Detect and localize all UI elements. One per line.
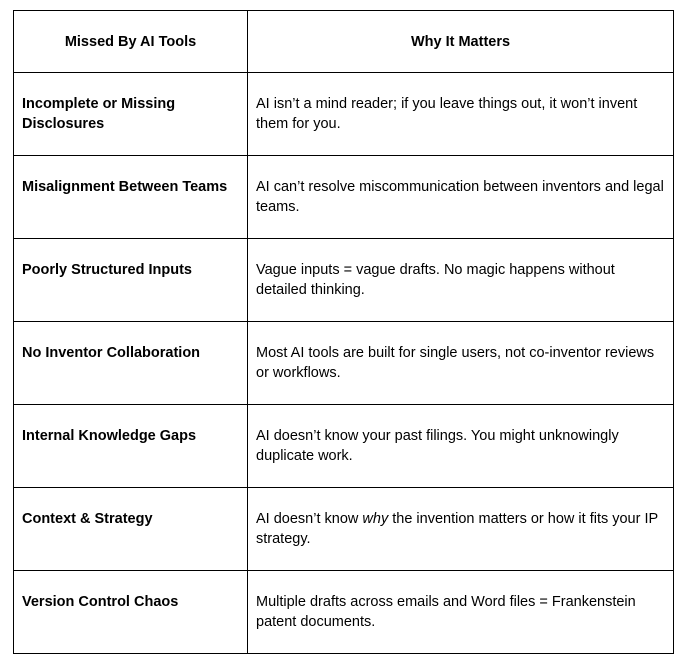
why-cell: Vague inputs = vague drafts. No magic happens without detailed thinking.: [248, 239, 674, 322]
why-cell: Most AI tools are built for single users, not co-inventor reviews or workflows.: [248, 322, 674, 405]
issue-cell: Poorly Structured Inputs: [14, 239, 248, 322]
issue-cell: Misalignment Between Teams: [14, 156, 248, 239]
table-row: [14, 239, 674, 322]
why-cell: [248, 488, 674, 571]
issue-cell: Incomplete or Missing Disclosures: [14, 73, 248, 156]
table-row: [14, 156, 674, 239]
ai-limitations-table: [13, 10, 674, 654]
table-row: [14, 322, 674, 405]
header-missed-by-ai-tools: Missed By AI Tools: [14, 11, 248, 73]
issue-cell: Internal Knowledge Gaps: [14, 405, 248, 488]
why-text-end: the invention matters or how it fits your IP strategy.: [256, 511, 658, 547]
issue-cell: No Inventor Collaboration: [14, 322, 248, 405]
table-row: [14, 405, 674, 488]
why-text-start: AI doesn’t know: [256, 511, 363, 527]
why-cell: AI doesn’t know your past filings. You might unknowingly duplicate work.: [248, 405, 674, 488]
why-cell: AI can’t resolve miscommunication between inventors and legal teams.: [248, 156, 674, 239]
header-row: [14, 11, 674, 73]
issue-cell: Context & Strategy: [14, 488, 248, 571]
why-cell: AI isn’t a mind reader; if you leave things out, it won’t invent them for you.: [248, 73, 674, 156]
table-row: [14, 73, 674, 156]
table-row: [14, 488, 674, 571]
header-why-it-matters: Why It Matters: [248, 11, 674, 73]
why-emphasis: why: [362, 511, 389, 527]
issue-cell: Version Control Chaos: [14, 571, 248, 654]
why-cell: Multiple drafts across emails and Word files = Frankenstein patent documents.: [248, 571, 674, 654]
table-row: [14, 571, 674, 654]
